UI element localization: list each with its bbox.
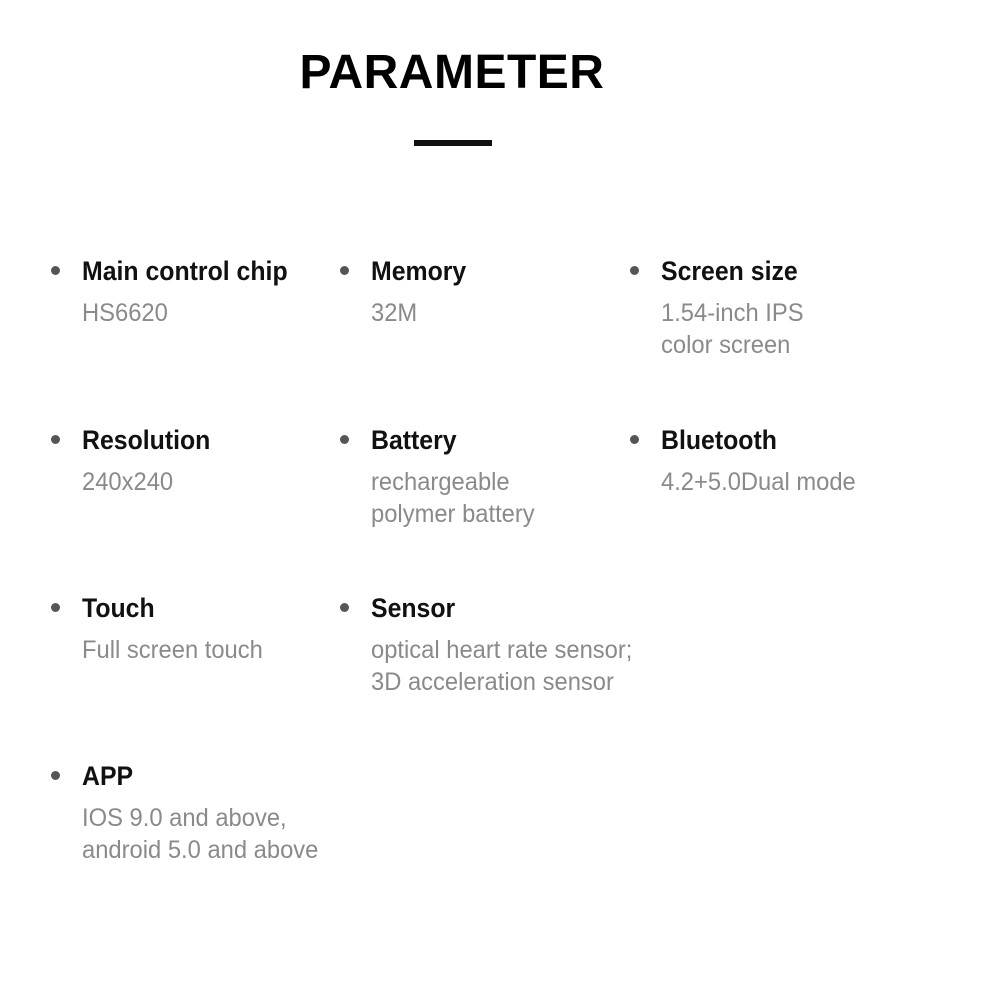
param-label: Sensor (371, 593, 456, 623)
param-label: Bluetooth (661, 425, 777, 455)
bullet-icon (340, 603, 349, 612)
bullet-icon (51, 435, 60, 444)
bullet-icon (51, 771, 60, 780)
param-app (82, 758, 372, 866)
param-bluetooth (661, 422, 951, 498)
param-label: APP (82, 761, 134, 791)
param-label: Main control chip (82, 256, 288, 286)
page-title: PARAMETER (299, 46, 605, 99)
param-value: IOS 9.0 and above, android 5.0 and above (82, 804, 319, 864)
param-value: 1.54-inch IPS color screen (661, 299, 804, 359)
param-value: Full screen touch (82, 636, 263, 664)
param-screen-size (661, 253, 951, 361)
param-value: HS6620 (82, 299, 168, 327)
param-label: Touch (82, 593, 155, 623)
param-main-control-chip (82, 253, 372, 329)
bullet-icon (51, 266, 60, 275)
param-label: Memory (371, 256, 467, 286)
param-touch (82, 590, 372, 666)
param-value: optical heart rate sensor; 3D acceleration sensor (371, 636, 633, 696)
param-value: rechargeable polymer battery (371, 468, 535, 528)
bullet-icon (51, 603, 60, 612)
param-memory (371, 253, 661, 329)
bullet-icon (630, 435, 639, 444)
title-divider (414, 140, 492, 146)
param-battery (371, 422, 661, 530)
param-label: Resolution (82, 425, 211, 455)
param-sensor (371, 590, 661, 698)
bullet-icon (630, 266, 639, 275)
param-resolution (82, 422, 372, 498)
bullet-icon (340, 435, 349, 444)
param-label: Battery (371, 425, 457, 455)
param-value: 240x240 (82, 468, 174, 496)
bullet-icon (340, 266, 349, 275)
param-value: 4.2+5.0Dual mode (661, 468, 856, 496)
param-label: Screen size (661, 256, 798, 286)
param-value: 32M (371, 299, 418, 327)
